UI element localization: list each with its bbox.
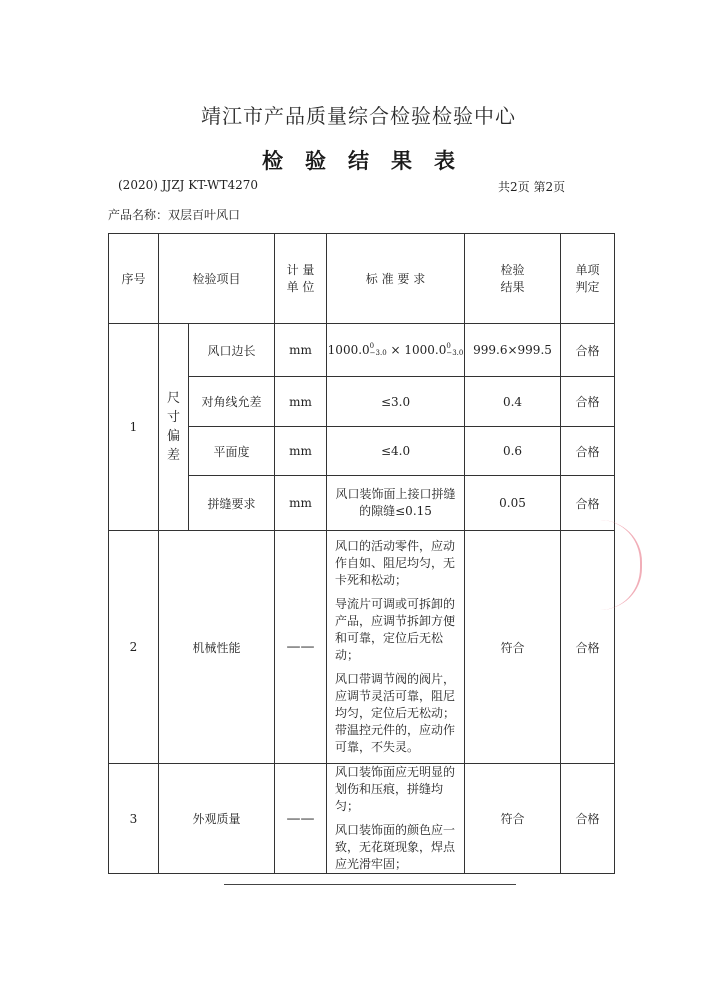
unit-cell: mm	[275, 324, 327, 377]
standard-base: 1000.0	[327, 342, 370, 357]
row-no: 3	[109, 764, 159, 874]
group-label-char: 寸	[166, 410, 180, 425]
product-name: 产品名称：双层百叶风口	[108, 208, 241, 222]
result-cell: 符合	[465, 764, 561, 874]
tolerance-lower: −3.0	[369, 349, 387, 358]
page-info: 共2页 第2页	[498, 180, 566, 194]
result-cell: 0.6	[465, 427, 561, 476]
col-header-unit-line1: 计 量	[286, 262, 315, 277]
item-name: 拼缝要求	[189, 476, 275, 531]
row-no: 1	[109, 324, 159, 531]
result-cell: 999.6×999.5	[465, 324, 561, 377]
verdict-cell: 合格	[561, 427, 615, 476]
col-header-verdict-line2: 判定	[575, 279, 600, 294]
unit-cell: ——	[275, 531, 327, 764]
verdict-cell: 合格	[561, 476, 615, 531]
org-title: 靖江市产品质量综合检验检验中心	[201, 104, 516, 128]
standard-paragraph: 风口装饰面的颜色应一致，无花斑现象，焊点应光滑牢固；	[335, 823, 456, 871]
unit-cell: mm	[275, 427, 327, 476]
group-label-char: 尺	[166, 391, 180, 406]
standard-cell	[327, 531, 465, 764]
report-title: 检验结果表	[262, 148, 477, 173]
group-label-char: 差	[166, 448, 180, 463]
standard-paragraph: 风口装饰面应无明显的划伤和压痕，拼缝均匀；	[335, 765, 456, 813]
tolerance-lower: −3.0	[446, 349, 464, 358]
doc-number: (2020) JJZJ KT-WT4270	[118, 178, 258, 192]
unit-cell: mm	[275, 476, 327, 531]
standard-paragraph: 导流片可调或可拆卸的产品，应调节拆卸方便和可靠，定位后无松动；	[335, 597, 456, 662]
col-header-verdict-line1: 单项	[575, 262, 600, 277]
col-header-no: 序号	[109, 234, 159, 324]
verdict-cell: 合格	[561, 764, 615, 874]
tolerance-upper: 0	[446, 342, 451, 351]
col-header-unit	[275, 234, 327, 324]
tolerance-upper: 0	[369, 342, 375, 351]
inspection-result-table	[108, 233, 615, 874]
standard-cell: ≤4.0	[327, 427, 465, 476]
standard-cell	[327, 476, 465, 531]
standard-paragraph: 风口带调节阀的阀片，应调节灵活可靠，阻尼均匀，定位后无松动；带温控元件的，应动作可靠，不失灵。	[335, 672, 456, 754]
col-header-item: 检验项目	[159, 234, 275, 324]
unit-cell: ——	[275, 764, 327, 874]
unit-cell: mm	[275, 377, 327, 427]
verdict-cell: 合格	[561, 324, 615, 377]
table-row	[109, 764, 615, 874]
col-header-unit-line2: 单 位	[286, 279, 315, 294]
table-row	[109, 531, 615, 764]
stamp-mark	[600, 520, 642, 610]
item-name: 对角线允差	[189, 377, 275, 427]
standard-cell: ≤3.0	[327, 377, 465, 427]
col-header-standard: 标 准 要 求	[327, 234, 465, 324]
item-name: 外观质量	[159, 764, 275, 874]
standard-cell	[327, 764, 465, 874]
row-no: 2	[109, 531, 159, 764]
standard-line: 风口装饰面上接口拼缝	[335, 487, 456, 501]
result-cell: 0.4	[465, 377, 561, 427]
standard-cell	[327, 324, 465, 377]
result-cell: 符合	[465, 531, 561, 764]
item-name: 机械性能	[159, 531, 275, 764]
col-header-result-line2: 结果	[500, 279, 525, 294]
standard-paragraph: 风口的活动零件，应动作自如、阻尼均匀，无卡死和松动；	[335, 539, 456, 587]
group-label-char: 偏	[166, 429, 180, 444]
col-header-result-line1: 检验	[500, 262, 525, 277]
table-header-row	[109, 234, 615, 324]
verdict-cell: 合格	[561, 531, 615, 764]
col-header-verdict	[561, 234, 615, 324]
times-sign: ×	[386, 342, 405, 357]
verdict-cell: 合格	[561, 377, 615, 427]
col-header-result	[465, 234, 561, 324]
item-name: 风口边长	[189, 324, 275, 377]
item-name: 平面度	[189, 427, 275, 476]
table-row	[109, 324, 615, 377]
result-cell: 0.05	[465, 476, 561, 531]
standard-base: 1000.0	[404, 342, 447, 357]
group-label-size-deviation	[159, 324, 189, 531]
standard-line: 的隙缝≤0.15	[359, 504, 432, 518]
bottom-rule	[224, 884, 516, 885]
